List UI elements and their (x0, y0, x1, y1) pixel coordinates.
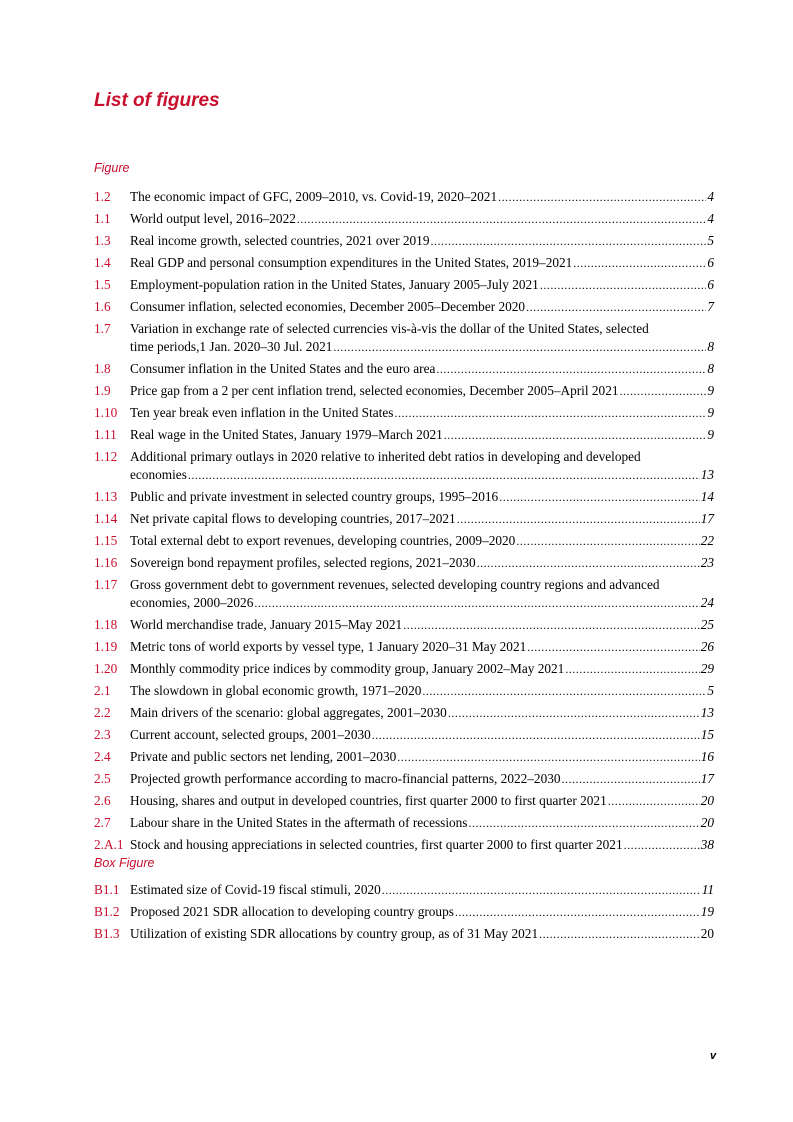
entry-line (130, 466, 714, 484)
entry-line (130, 594, 714, 612)
entry-body (130, 576, 714, 612)
figure-title-line: Gross government debt to government revenues, selected developing country regions and advanced (130, 577, 660, 592)
entry-body (130, 510, 714, 528)
figure-title: Housing, shares and output in developed countries, first quarter 2000 to first quarter 2021 (130, 793, 607, 808)
figure-title: Consumer inflation in the United States and the euro area (130, 361, 436, 376)
toc-entry[interactable] (94, 404, 714, 422)
entry-body (130, 770, 714, 788)
dot-leader (477, 554, 700, 572)
figure-title: Sovereign bond repayment profiles, selected regions, 2021–2030 (130, 555, 476, 570)
page-ref: 17 (700, 511, 714, 526)
entry-line (130, 836, 714, 854)
toc-entry[interactable] (94, 726, 714, 744)
figure-number: 1.18 (94, 617, 118, 632)
entry-line (130, 903, 714, 921)
page-ref: 29 (700, 661, 714, 676)
page-ref: 23 (700, 555, 714, 570)
page-ref: 4 (707, 211, 714, 226)
dot-leader (539, 925, 700, 943)
figure-title: Metric tons of world exports by vessel type, 1 January 2020–31 May 2021 (130, 639, 527, 654)
entry-body (130, 682, 714, 700)
page-ref: 24 (700, 595, 714, 610)
toc-entry[interactable] (94, 426, 714, 444)
entry-line (130, 881, 714, 899)
page-title: List of figures (94, 90, 220, 111)
figure-number: 1.9 (94, 383, 111, 398)
entry-line (130, 748, 714, 766)
toc-entry[interactable] (94, 510, 714, 528)
entry-body (130, 814, 714, 832)
toc-entry[interactable] (94, 254, 714, 272)
figure-number: 1.5 (94, 277, 111, 292)
figure-title: Proposed 2021 SDR allocation to developing country groups (130, 904, 454, 919)
page-ref: 9 (707, 405, 714, 420)
dot-leader (498, 188, 706, 206)
page-ref: 26 (700, 639, 714, 654)
entry-body (130, 660, 714, 678)
figure-title: World merchandise trade, January 2015–May 2021 (130, 617, 403, 632)
toc-entry[interactable] (94, 360, 714, 378)
figure-number: 2.5 (94, 771, 111, 786)
page-ref: 15 (700, 727, 714, 742)
entry-body (130, 881, 714, 899)
entry-line (130, 404, 714, 422)
entry-body (130, 404, 714, 422)
entry-line (130, 510, 714, 528)
toc-entry[interactable] (94, 881, 714, 899)
entry-line (130, 298, 714, 316)
page-ref: 4 (707, 189, 714, 204)
toc-entry[interactable] (94, 682, 714, 700)
entry-body (130, 298, 714, 316)
figure-number: 1.17 (94, 577, 118, 592)
toc-entry[interactable] (94, 320, 714, 356)
entry-body (130, 188, 714, 206)
entry-line (130, 704, 714, 722)
toc-entry[interactable] (94, 276, 714, 294)
dot-leader (403, 616, 700, 634)
page-ref: 20 (700, 793, 714, 808)
page-ref: 22 (700, 533, 714, 548)
entry-line (130, 770, 714, 788)
dot-leader (573, 254, 706, 272)
figure-title: Ten year break even inflation in the United States (130, 405, 394, 420)
figure-number: 2.2 (94, 705, 111, 720)
figure-title: time periods,1 Jan. 2020–30 Jul. 2021 (130, 339, 333, 354)
dot-leader (540, 276, 707, 294)
page-ref: 7 (707, 299, 714, 314)
figure-title: Price gap from a 2 per cent inflation trend, selected economies, December 2005–April 2021 (130, 383, 619, 398)
figure-number: 2.3 (94, 727, 111, 742)
entry-body (130, 276, 714, 294)
figure-title: Public and private investment in selected country groups, 1995–2016 (130, 489, 499, 504)
figure-title: Estimated size of Covid-19 fiscal stimuli, 2020 (130, 882, 381, 897)
page-ref: 19 (700, 904, 714, 919)
page-number: v (710, 1050, 717, 1062)
figure-title: World output level, 2016–2022 (130, 211, 296, 226)
dot-leader (436, 360, 706, 378)
entry-line (130, 254, 714, 272)
figure-number: 1.14 (94, 511, 118, 526)
figure-number: 2.6 (94, 793, 111, 808)
figure-number: 1.1 (94, 211, 111, 226)
page-ref: 6 (707, 277, 714, 292)
figure-title: Net private capital flows to developing countries, 2017–2021 (130, 511, 456, 526)
figure-number: 1.3 (94, 233, 111, 248)
dot-leader (469, 814, 700, 832)
dot-leader (333, 338, 706, 356)
toc-entry[interactable] (94, 903, 714, 921)
figure-number: 1.11 (94, 427, 117, 442)
dot-leader (372, 726, 700, 744)
figure-number: B1.3 (94, 926, 120, 941)
page-ref: 38 (700, 837, 714, 852)
toc-entry[interactable] (94, 448, 714, 484)
entry-body (130, 382, 714, 400)
toc-entry[interactable] (94, 210, 714, 228)
entry-body (130, 232, 714, 250)
figure-title: The slowdown in global economic growth, 1971–2020 (130, 683, 422, 698)
toc-entry[interactable] (94, 576, 714, 612)
figure-title: Employment-population ration in the United States, January 2005–July 2021 (130, 277, 539, 292)
figure-number: 1.12 (94, 449, 118, 464)
entry-body (130, 532, 714, 550)
dot-leader (188, 466, 700, 484)
entry-body (130, 726, 714, 744)
dot-leader (394, 404, 706, 422)
page-ref: 5 (707, 233, 714, 248)
figure-number: 1.20 (94, 661, 118, 676)
toc-entry[interactable] (94, 925, 714, 943)
figure-title: Consumer inflation, selected economies, December 2005–December 2020 (130, 299, 526, 314)
entry-body (130, 903, 714, 921)
entry-line (130, 188, 714, 206)
entry-body (130, 748, 714, 766)
dot-leader (624, 836, 700, 854)
entry-line (130, 488, 714, 506)
figure-number: 1.15 (94, 533, 118, 548)
page-ref: 9 (707, 383, 714, 398)
entry-body (130, 792, 714, 810)
figure-title: Private and public sectors net lending, 2001–2030 (130, 749, 397, 764)
toc-entry[interactable] (94, 616, 714, 634)
figure-title: Total external debt to export revenues, developing countries, 2009–2020 (130, 533, 516, 548)
toc-entry[interactable] (94, 532, 714, 550)
figure-number: 1.2 (94, 189, 111, 204)
toc-entry[interactable] (94, 638, 714, 656)
dot-leader (608, 792, 700, 810)
entry-line (130, 338, 714, 356)
page-ref: 20 (700, 815, 714, 830)
page-ref: 11 (701, 882, 714, 897)
entry-body (130, 836, 714, 854)
entry-line (130, 616, 714, 634)
figure-number: 2.4 (94, 749, 111, 764)
toc-entry[interactable] (94, 298, 714, 316)
dot-leader (444, 426, 707, 444)
dot-leader (430, 232, 706, 250)
entry-line (130, 814, 714, 832)
page-ref: 20 (700, 926, 714, 941)
entry-body (130, 638, 714, 656)
entry-body (130, 616, 714, 634)
page-ref: 17 (700, 771, 714, 786)
toc-entry[interactable] (94, 748, 714, 766)
page-ref: 8 (707, 339, 714, 354)
entry-body (130, 448, 714, 484)
figure-title: economies, 2000–2026 (130, 595, 254, 610)
entry-line (130, 638, 714, 656)
figure-number: 1.6 (94, 299, 111, 314)
entry-line (130, 726, 714, 744)
toc-entry[interactable] (94, 814, 714, 832)
toc-entry[interactable] (94, 660, 714, 678)
toc-entry[interactable] (94, 792, 714, 810)
dot-leader (499, 488, 700, 506)
figure-number: B1.2 (94, 904, 120, 919)
dot-leader (397, 748, 699, 766)
dot-leader (422, 682, 706, 700)
page-ref: 25 (700, 617, 714, 632)
figure-number: 2.1 (94, 683, 111, 698)
entry-line (130, 792, 714, 810)
dot-leader (297, 210, 706, 228)
figure-title: Main drivers of the scenario: global aggregates, 2001–2030 (130, 705, 447, 720)
figure-title: Projected growth performance according to macro-financial patterns, 2022–2030 (130, 771, 561, 786)
entry-body (130, 360, 714, 378)
entry-line (130, 276, 714, 294)
entry-body (130, 426, 714, 444)
entry-line (130, 382, 714, 400)
entry-line (130, 925, 714, 943)
figure-number: 1.7 (94, 321, 111, 336)
entry-body (130, 925, 714, 943)
entry-body (130, 320, 714, 356)
toc-entry[interactable] (94, 704, 714, 722)
dot-leader (382, 881, 701, 899)
dot-leader (455, 903, 700, 921)
entry-line (130, 532, 714, 550)
page-ref: 14 (700, 489, 714, 504)
page-ref: 8 (707, 361, 714, 376)
entry-body (130, 488, 714, 506)
figure-number: B1.1 (94, 882, 120, 897)
page-ref: 13 (700, 705, 714, 720)
dot-leader (562, 770, 700, 788)
page-ref: 16 (700, 749, 714, 764)
toc-entry[interactable] (94, 382, 714, 400)
dot-leader (516, 532, 699, 550)
dot-leader (565, 660, 699, 678)
figure-title: Real income growth, selected countries, 2021 over 2019 (130, 233, 430, 248)
dot-leader (254, 594, 699, 612)
figure-number: 2.7 (94, 815, 111, 830)
box-figure-section-label: Box Figure (94, 856, 155, 870)
entry-line (130, 210, 714, 228)
toc-entry[interactable] (94, 836, 714, 854)
dot-leader (457, 510, 700, 528)
figure-number: 1.10 (94, 405, 118, 420)
toc-entry[interactable] (94, 554, 714, 572)
toc-entry[interactable] (94, 770, 714, 788)
figure-list (94, 188, 714, 858)
toc-entry[interactable] (94, 232, 714, 250)
toc-entry[interactable] (94, 188, 714, 206)
entry-body (130, 554, 714, 572)
entry-body (130, 254, 714, 272)
figure-title: The economic impact of GFC, 2009–2010, vs. Covid-19, 2020–2021 (130, 189, 498, 204)
figure-title-line: Additional primary outlays in 2020 relative to inherited debt ratios in developing and developed (130, 449, 641, 464)
dot-leader (526, 298, 706, 316)
figure-number: 1.4 (94, 255, 111, 270)
entry-line (130, 682, 714, 700)
box-figure-list (94, 881, 714, 947)
entry-line (130, 660, 714, 678)
figure-number: 1.13 (94, 489, 118, 504)
entry-line (130, 232, 714, 250)
figure-title: Current account, selected groups, 2001–2030 (130, 727, 371, 742)
figure-number: 1.16 (94, 555, 118, 570)
entry-line (130, 360, 714, 378)
dot-leader (448, 704, 700, 722)
page-ref: 5 (707, 683, 714, 698)
figure-title: Real GDP and personal consumption expenditures in the United States, 2019–2021 (130, 255, 573, 270)
figure-title: Real wage in the United States, January 1979–March 2021 (130, 427, 443, 442)
entry-line (130, 554, 714, 572)
figure-number: 2.A.1 (94, 837, 124, 852)
figure-number: 1.8 (94, 361, 111, 376)
dot-leader (620, 382, 707, 400)
figure-title: Utilization of existing SDR allocations by country group, as of 31 May 2021 (130, 926, 539, 941)
entry-body (130, 210, 714, 228)
figure-title: Stock and housing appreciations in selected countries, first quarter 2000 to first quarter 2021 (130, 837, 623, 852)
figure-title: Monthly commodity price indices by commodity group, January 2002–May 2021 (130, 661, 565, 676)
figure-title: Labour share in the United States in the aftermath of recessions (130, 815, 468, 830)
figure-title: economies (130, 467, 187, 482)
entry-body (130, 704, 714, 722)
toc-entry[interactable] (94, 488, 714, 506)
entry-line (130, 426, 714, 444)
dot-leader (527, 638, 699, 656)
page-ref: 13 (700, 467, 714, 482)
page-ref: 6 (707, 255, 714, 270)
figure-number: 1.19 (94, 639, 118, 654)
page-ref: 9 (707, 427, 714, 442)
figure-section-label: Figure (94, 161, 130, 175)
figure-title-line: Variation in exchange rate of selected currencies vis-à-vis the dollar of the United States, selected (130, 321, 649, 336)
